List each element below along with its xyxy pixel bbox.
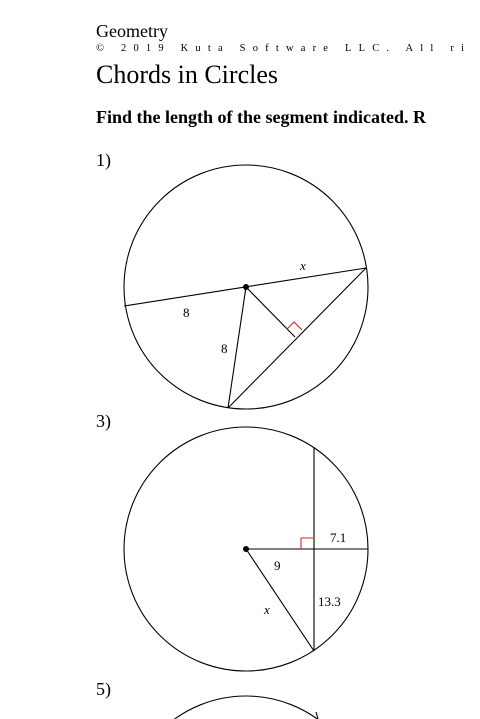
problem-3-center-point [243,546,249,552]
problem-1-center-point [243,284,249,290]
problem-5-figure [124,696,368,719]
problem-1-label-radius: 8 [221,341,228,356]
problem-1-perpendicular [246,287,295,337]
problem-1-right-angle-mark [287,322,302,330]
course-name: Geometry [96,21,168,41]
problem-3-label-x: x [264,602,270,617]
problem-3-label-half-chord: 7.1 [330,530,347,545]
worksheet-title: Chords in Circles [96,60,278,89]
problem-1-radius [228,287,246,408]
instructions: Find the length of the segment indicated. R [96,107,426,127]
problem-1-label-left-segment: 8 [183,305,190,320]
problem-3-label-radius-seg: 9 [274,558,281,573]
problem-1-label-x: x [300,258,306,273]
problem-5-number: 5) [96,679,111,699]
problem-3-right-angle-mark [301,538,314,549]
problem-1-figure [124,165,368,409]
problem-5-circle [124,696,368,719]
problem-1-number: 1) [96,150,111,170]
copyright-notice: © 2019 Kuta Software LLC. All ri [96,43,472,54]
problem-3-label-chord-lower: 13.3 [318,594,341,609]
problem-3-figure [124,427,368,671]
problem-3-number: 3) [96,411,111,431]
